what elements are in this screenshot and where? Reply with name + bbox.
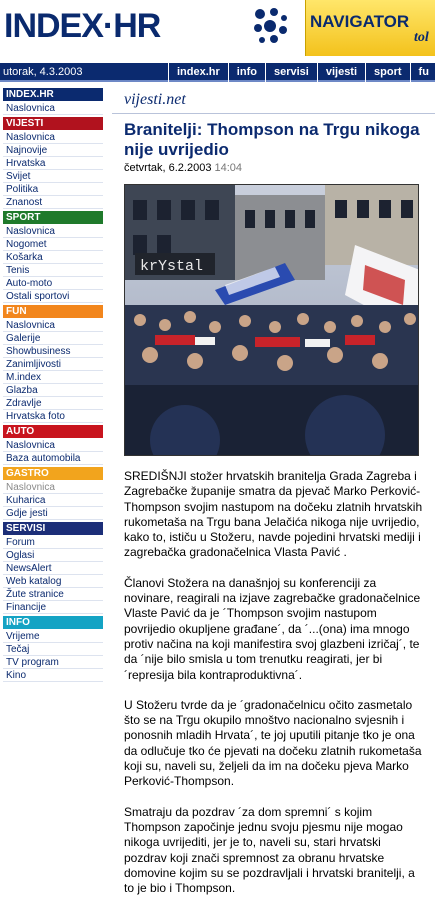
sidebar-item-tenis[interactable]: Tenis bbox=[3, 264, 103, 277]
article-dateline bbox=[124, 162, 242, 174]
sidebar-item-kuharica[interactable]: Kuharica bbox=[3, 494, 103, 507]
sidebar-section-header[interactable]: INFO bbox=[3, 616, 103, 629]
article-time: 14:04 bbox=[214, 162, 243, 174]
sidebar-section-header[interactable]: SPORT bbox=[3, 211, 103, 224]
top-nav-bar bbox=[0, 63, 435, 82]
divider bbox=[112, 113, 435, 114]
sidebar-section-header[interactable]: SERVISI bbox=[3, 522, 103, 535]
sidebar-item-naslovnica[interactable]: Naslovnica bbox=[3, 131, 103, 144]
sidebar-section-fun bbox=[3, 305, 103, 423]
sidebar-item-auto-moto[interactable]: Auto-moto bbox=[3, 277, 103, 290]
article-title: Branitelji: Thompson na Trgu nikoga nije uvrijedio bbox=[124, 120, 420, 159]
nav-link-info[interactable]: info bbox=[228, 63, 265, 82]
sidebar-section-header[interactable]: FUN bbox=[3, 305, 103, 318]
sidebar-item-ko-arka[interactable]: Košarka bbox=[3, 251, 103, 264]
nav-link-vijesti[interactable]: vijesti bbox=[317, 63, 365, 82]
sidebar-item-naslovnica[interactable]: Naslovnica bbox=[3, 481, 103, 494]
photo-sign-text: krYstal bbox=[140, 258, 204, 275]
nav-links bbox=[168, 63, 435, 82]
sidebar-item-najnovije[interactable]: Najnovije bbox=[3, 144, 103, 157]
nav-link-fu[interactable]: fu bbox=[410, 63, 435, 82]
crowd-photo-image bbox=[125, 185, 419, 456]
nav-link-sport[interactable]: sport bbox=[365, 63, 410, 82]
site-header bbox=[0, 0, 435, 63]
article-photo bbox=[124, 184, 419, 456]
navigator-banner-ad[interactable] bbox=[305, 0, 435, 56]
sidebar-item--ute-stranice[interactable]: Žute stranice bbox=[3, 588, 103, 601]
article-paragraph: Članovi Stožera na današnjoj su konferenciji za novinare, reagirali na izjave zagrebačke gradonačelnice Vlaste Pavić da je ´Thompson svojim nastupom povrijedio okupljene građane´, da ´...(ona) ima mnogo protiv načina na koji manifestira svoj glazbeni izričaj´, te da ´nije bilo smisla u tom trenutku reagirati, jer bi ´represija bila kontraproduktivna´. bbox=[124, 575, 421, 682]
article-paragraph: U Stožeru tvrde da je ´gradonačelnicu očito zasmetalo što se na Trgu okupilo mnoštvo nacionalno svjesnih i ponosnih mladih Hrvata´, te joj uputili pitanje tko je ona da odlučuje tko će pjevati na dočeku zlatnih rukometaša koji su, naveli su, željeli da im na dočeku pjeva Marko Perković-Thompson. bbox=[124, 697, 422, 789]
sidebar-section-header[interactable]: AUTO bbox=[3, 425, 103, 438]
article-date: četvrtak, 6.2.2003 bbox=[124, 162, 212, 174]
sidebar-item-politika[interactable]: Politika bbox=[3, 183, 103, 196]
sidebar-nav bbox=[3, 88, 103, 684]
sidebar-item-nogomet[interactable]: Nogomet bbox=[3, 238, 103, 251]
article-body bbox=[124, 469, 424, 911]
index-hr-logo[interactable]: INDEX·HR bbox=[4, 7, 161, 45]
sidebar-item-znanost[interactable]: Znanost bbox=[3, 196, 103, 209]
sidebar-item-zanimljivosti[interactable]: Zanimljivosti bbox=[3, 358, 103, 371]
sidebar-item-newsalert[interactable]: NewsAlert bbox=[3, 562, 103, 575]
logo-dots-icon bbox=[250, 6, 290, 46]
article-paragraph: Smatraju da pozdrav ´za dom spremni´ s kojim Thompson započinje jednu svoju pjesmu nije mogao nikoga uvrijediti, jer je to, naveli su, stari hrvatski pozdrav koji znači spremnost za obranu hrvatske domovine kojim su se pozdravljali i hrvatski branitelji, a to je bio i Thompson. bbox=[124, 804, 415, 896]
sidebar-item-web-katalog[interactable]: Web katalog bbox=[3, 575, 103, 588]
sidebar-item-forum[interactable]: Forum bbox=[3, 536, 103, 549]
banner-title: NAVIGATOR bbox=[310, 12, 410, 31]
sidebar-section-header[interactable]: GASTRO bbox=[3, 467, 103, 480]
sidebar-section-index-hr bbox=[3, 88, 103, 115]
sidebar-section-servisi bbox=[3, 522, 103, 614]
sidebar-item-te-aj[interactable]: Tečaj bbox=[3, 643, 103, 656]
sidebar-item-tv-program[interactable]: TV program bbox=[3, 656, 103, 669]
sidebar-item-naslovnica[interactable]: Naslovnica bbox=[3, 102, 103, 115]
sidebar-item-naslovnica[interactable]: Naslovnica bbox=[3, 319, 103, 332]
sidebar-item-financije[interactable]: Financije bbox=[3, 601, 103, 614]
sidebar-item-naslovnica[interactable]: Naslovnica bbox=[3, 439, 103, 452]
sidebar-section-header[interactable]: VIJESTI bbox=[3, 117, 103, 130]
sidebar-item-baza-automobila[interactable]: Baza automobila bbox=[3, 452, 103, 465]
sidebar-item-svijet[interactable]: Svijet bbox=[3, 170, 103, 183]
sidebar-section-header[interactable]: INDEX.HR bbox=[3, 88, 103, 101]
banner-subtitle: tol bbox=[414, 30, 429, 45]
sidebar-section-auto bbox=[3, 425, 103, 465]
sidebar-item-glazba[interactable]: Glazba bbox=[3, 384, 103, 397]
sidebar-item-galerije[interactable]: Galerije bbox=[3, 332, 103, 345]
sidebar-item-vrijeme[interactable]: Vrijeme bbox=[3, 630, 103, 643]
sidebar-section-gastro bbox=[3, 467, 103, 520]
article-paragraph: SREDIŠNJI stožer hrvatskih branitelja Grada Zagreba i Zagrebačke županije smatra da pjevač Marko Perković-Thompson svojim nastupom na dočeku zlatnih hrvatskih rukometaša na Trgu bana Jelačića nikoga nije uvrijedio, kako to, ističu u Stožeru, navde pojedini hrvatski mediji i zagrebačka gradonačelnica Vlasta Pavić . bbox=[124, 469, 423, 560]
sidebar-section-vijesti bbox=[3, 117, 103, 209]
nav-link-servisi[interactable]: servisi bbox=[265, 63, 317, 82]
sidebar-item-naslovnica[interactable]: Naslovnica bbox=[3, 225, 103, 238]
sidebar-section-info bbox=[3, 616, 103, 682]
sidebar-item-showbusiness[interactable]: Showbusiness bbox=[3, 345, 103, 358]
sidebar-item-zdravlje[interactable]: Zdravlje bbox=[3, 397, 103, 410]
sidebar-item-kino[interactable]: Kino bbox=[3, 669, 103, 682]
sidebar-item-hrvatska[interactable]: Hrvatska bbox=[3, 157, 103, 170]
sidebar-item-hrvatska-foto[interactable]: Hrvatska foto bbox=[3, 410, 103, 423]
current-date: utorak, 4.3.2003 bbox=[3, 66, 83, 78]
sidebar-section-sport bbox=[3, 211, 103, 303]
section-site-name[interactable]: vijesti.net bbox=[124, 91, 186, 108]
sidebar-item-gdje-jesti[interactable]: Gdje jesti bbox=[3, 507, 103, 520]
sidebar-item-ostali-sportovi[interactable]: Ostali sportovi bbox=[3, 290, 103, 303]
sidebar-item-oglasi[interactable]: Oglasi bbox=[3, 549, 103, 562]
nav-link-index-hr[interactable]: index.hr bbox=[168, 63, 228, 82]
sidebar-item-m-index[interactable]: M.index bbox=[3, 371, 103, 384]
